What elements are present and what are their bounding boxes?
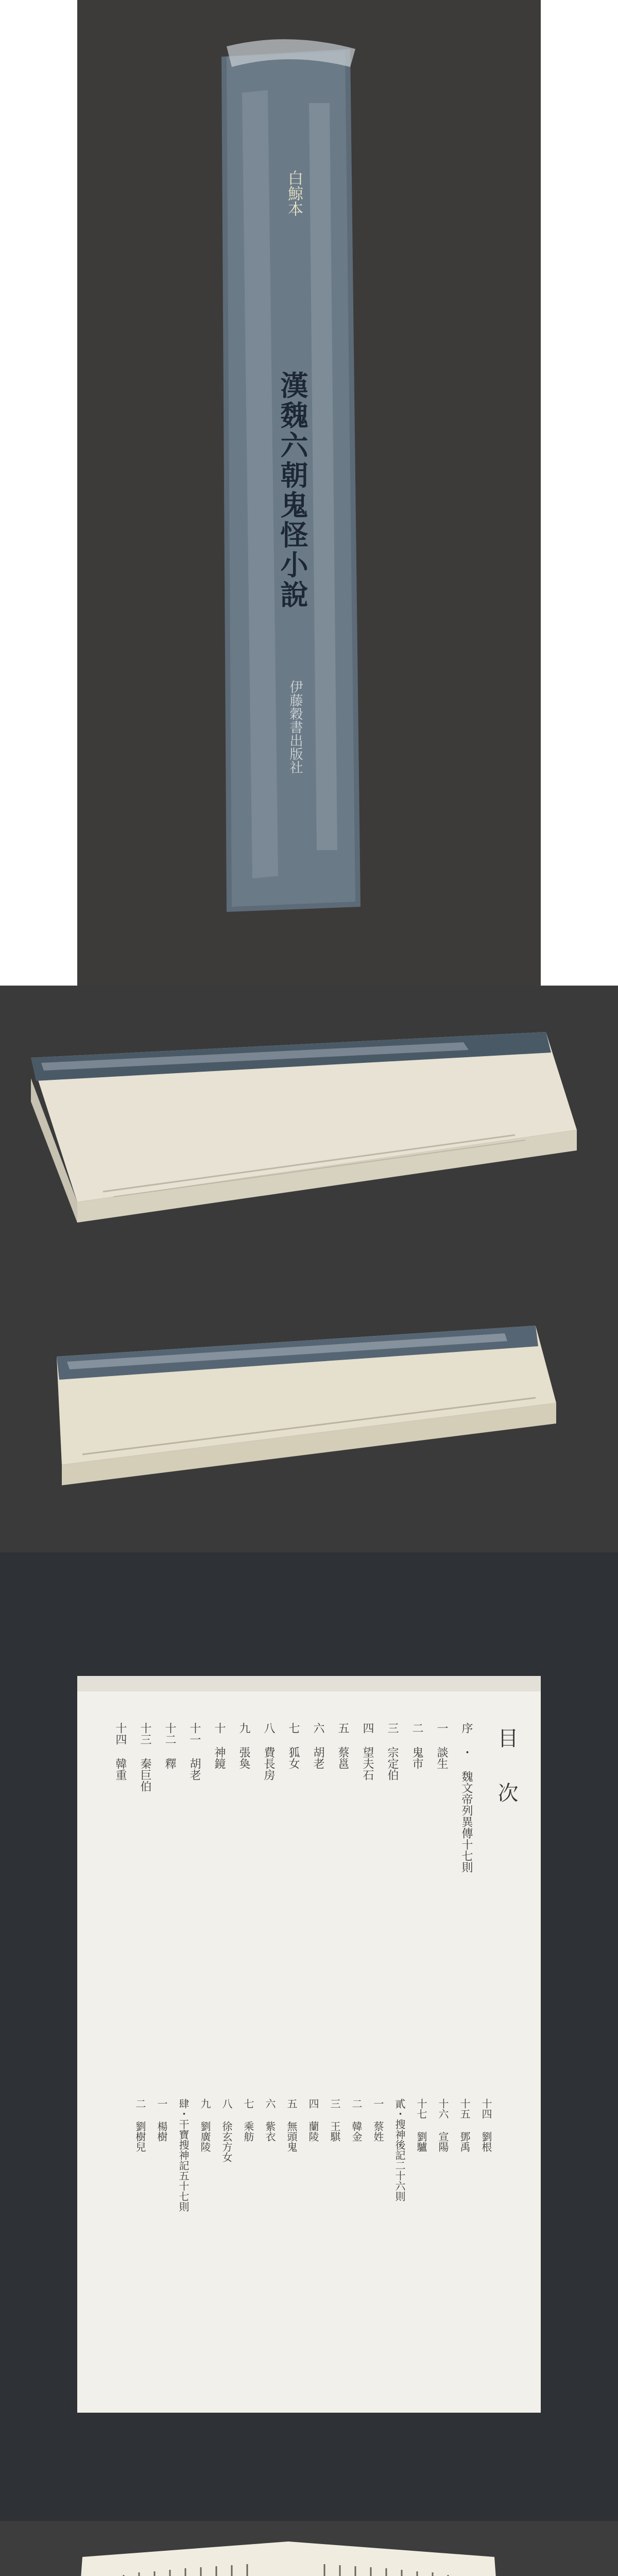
toc-entry: 十二 釋 [163,1722,176,1769]
toc-entry: 四 蘭陵 [307,2098,319,2142]
toc-entry: 四 望夫石 [361,1722,374,1781]
spine-photo [0,0,618,986]
open-book-photo-1 [0,2521,618,2576]
toc-entry: 三 王騏 [329,2098,341,2142]
spine-title: 漢魏六朝鬼怪小說 [276,371,309,610]
toc-entry: 十三 秦巨伯 [139,1722,151,1792]
toc-entry: 九 劉廣陵 [199,2098,211,2152]
toc-entry: 十五 鄧禹 [458,2098,471,2152]
toc-entry: 三 宗定伯 [386,1722,399,1781]
toc-entry: 十六 宣陽 [437,2098,449,2152]
toc-entry: 十四 韓重 [114,1722,127,1781]
toc-entry: 六 紫衣 [264,2098,276,2142]
toc-entry: 九 張奐 [237,1722,250,1769]
toc-entry: 十四 劉根 [480,2098,492,2152]
toc-entry: 一 蔡姓 [372,2098,384,2142]
toc-entry: 序 ・ 魏文帝列異傳十七則 [460,1722,473,1873]
toc-entry: 五 無頭鬼 [285,2098,298,2152]
toc-entry: 八 費長房 [262,1722,275,1781]
toc-entry: 一 談生 [435,1722,448,1769]
toc-entry: 七 乘舫 [242,2098,254,2142]
toc-entry: 十七 劉驢 [415,2098,427,2152]
toc-entry: 二 鬼市 [410,1722,423,1769]
toc-entry: 六 胡老 [312,1722,324,1769]
toc-entry: 二 劉樹兒 [134,2098,146,2152]
toc-entry: 二 韓金 [350,2098,363,2142]
toc-photo [0,1552,618,2521]
toc-entry: 七 狐女 [287,1722,300,1769]
toc-entry: 一 楊樹 [156,2098,168,2142]
spine-publisher: 伊藤穀書出版社 [287,680,303,774]
toc-entry: 五 蔡邕 [336,1722,349,1769]
toc-entry: 貳・搜神後記二十六則 [393,2098,406,2201]
closed-book-photo-2 [0,1269,618,1552]
toc-entry: 十一 胡老 [188,1722,201,1781]
spine-label: 白鯨本 [285,170,303,216]
toc-entry: 十 神鏡 [213,1722,226,1769]
toc-entry: 八 徐玄方女 [220,2098,233,2162]
toc-entry: 肆・干寶搜神記五十七則 [177,2098,190,2212]
closed-book-photo-1 [0,986,618,1269]
toc-heading: 目 次 [494,1727,518,1808]
